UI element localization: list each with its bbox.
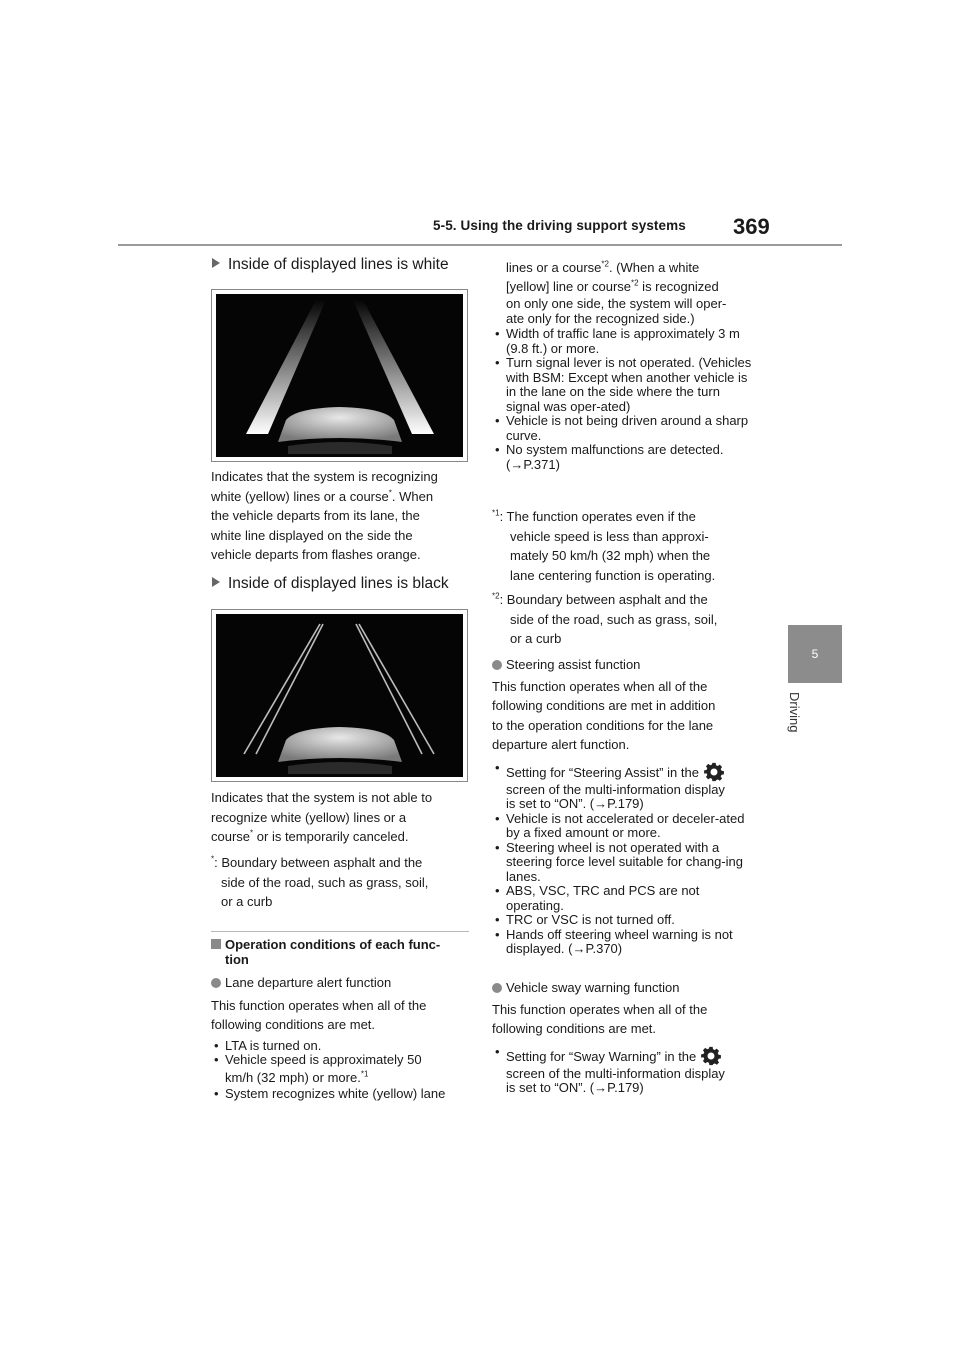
footnote-boundary-2: $^{*2}$: Boundary between asphalt and the side of the road, such as grass, soil, or a curb bbox=[492, 591, 718, 646]
black-lines-figure bbox=[211, 609, 468, 782]
list-item: • Vehicle is not being driven around a sharp curve. bbox=[492, 414, 754, 443]
list-item: • LTA is turned on. bbox=[211, 1039, 473, 1054]
white-lines-description: Indicates that the system is recognizing white (yellow) lines or a course*. When the vehicle departs from its lane, the white line displayed on the side the vehicle departs from flashes orange. bbox=[211, 469, 438, 562]
arrow-right-icon bbox=[212, 577, 220, 587]
list-item: • No system malfunctions are detected. (→P.371) bbox=[492, 443, 754, 472]
white-lines-figure bbox=[211, 289, 468, 462]
chapter-tab: 5 bbox=[788, 625, 842, 683]
list-item: • Setting for “Sway Warning” in the screen of the multi-information display is set to “ON”. (→P.179) bbox=[492, 1045, 754, 1096]
sway-warning-section: Vehicle sway warning function This function operates when all of the following conditions are met. • Setting for “Sway Warning” in the screen of the multi-information display is set to “ON”. (→P.179) bbox=[492, 978, 754, 1096]
list-item: • Width of traffic lane is approximately 3 m (9.8 ft.) or more. bbox=[492, 327, 754, 356]
list-item: • Vehicle speed is approximately 50 km/h (32 mph) or more.$^{*1}$ bbox=[211, 1053, 473, 1087]
steering-assist-section: Steering assist function This function operates when all of the following conditions are met in addition to the operation conditions for the lane departure alert function. • Setting for “Steering Assist” in the screen of the multi-information display is set to “ON”. (→P.179) • Vehicle is not accelerated or deceler-ated by a fixed amount or more. • Steering wheel is not operated with a steering force level suitable for chang-ing lanes. • ABS, VSC, TRC and PCS are not operating. • TRC or VSC is not turned off. • Hands off steering wheel warning is not displayed. (→P.370) bbox=[492, 655, 754, 957]
gear-icon bbox=[700, 1045, 722, 1067]
bullet-circle-icon bbox=[492, 660, 502, 670]
list-item: • Turn signal lever is not operated. (Vehicles with BSM: Except when another vehicle is in the lane on the side where the turn signal was oper-ated) bbox=[492, 356, 754, 414]
op-conditions-heading: Operation conditions of each func- tion bbox=[211, 938, 473, 967]
header-divider bbox=[118, 244, 842, 246]
black-lines-description: Indicates that the system is not able to recognize white (yellow) lines or a course* or is temporarily canceled. bbox=[211, 790, 433, 844]
list-item: • Setting for “Steering Assist” in the screen of the multi-information display is set to “ON”. (→P.179) bbox=[492, 761, 754, 812]
bullet-circle-icon bbox=[492, 983, 502, 993]
arrow-right-icon bbox=[212, 258, 220, 268]
section-title: 5-5. Using the driving support systems bbox=[433, 218, 686, 233]
list-item: • ABS, VSC, TRC and PCS are not operating. bbox=[492, 884, 754, 913]
lane-display-white-illustration bbox=[216, 294, 463, 457]
black-lines-title: Inside of displayed lines is black bbox=[212, 575, 449, 593]
list-item: • TRC or VSC is not turned off. bbox=[492, 913, 754, 928]
page-number: 369 bbox=[733, 214, 770, 239]
list-item: • Hands off steering wheel warning is not displayed. (→P.370) bbox=[492, 928, 754, 957]
lane-display-black-illustration bbox=[216, 614, 463, 777]
section-divider bbox=[211, 931, 469, 932]
chapter-label: Driving bbox=[787, 692, 802, 733]
footnote-speed: $^{*1}$: The function operates even if the vehicle speed is less than approxi- mately 50 km/h (32 mph) when the lane centering function is operating. bbox=[492, 508, 716, 583]
white-lines-title: Inside of displayed lines is white bbox=[212, 256, 449, 274]
list-item: • Steering wheel is not operated with a steering force level suitable for chang-ing lanes. bbox=[492, 841, 754, 885]
list-item: • Vehicle is not accelerated or deceler-ated by a fixed amount or more. bbox=[492, 812, 754, 841]
bullet-circle-icon bbox=[211, 978, 221, 988]
list-item: • System recognizes white (yellow) lane bbox=[211, 1087, 473, 1102]
footnote-boundary: *: Boundary between asphalt and the side of the road, such as grass, soil, or a curb bbox=[211, 854, 429, 909]
gear-icon bbox=[703, 761, 725, 783]
lane-departure-continued: lines or a course$^{*2}$. (When a white [yellow] line or course$^{*2}$ is recognized on only one side, the system will oper- ate only for the recognized side.) • Width of traffic lane is approximately 3 m (9.8 ft.) or more. • Turn signal lever is not operated. (Vehicles with BSM: Except when another vehicle is in the lane on the side where the turn signal was oper-ated) • Vehicle is not being driven around a sharp curve. • No system malfunctions are detected. (→P.371) bbox=[492, 258, 754, 472]
square-marker-icon bbox=[211, 939, 221, 949]
lane-departure-section: Lane departure alert function This function operates when all of the following conditions are met. • LTA is turned on. • Vehicle speed is approximately 50 km/h (32 mph) or more.$^{*1}$ • System recognizes white (yellow) lane bbox=[211, 973, 473, 1101]
